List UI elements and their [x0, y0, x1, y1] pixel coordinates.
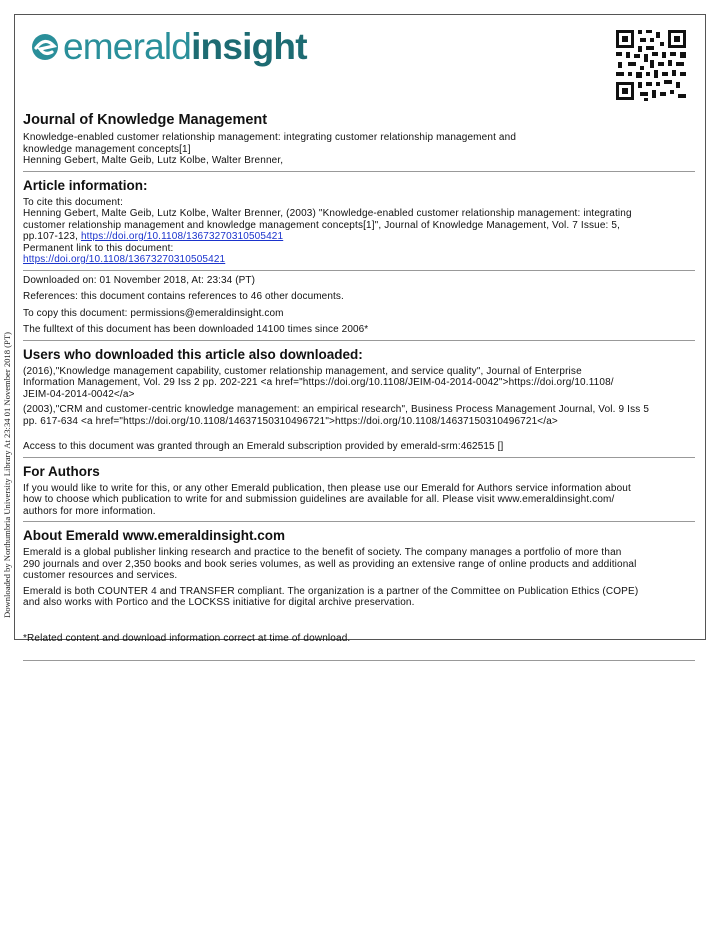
for-authors-heading: For Authors: [23, 463, 100, 479]
article-title-line-2: knowledge management concepts[1]: [23, 143, 191, 155]
emerald-e-logo-icon: [30, 32, 60, 62]
related-content-footnote: *Related content and download information correct at time of download.: [23, 632, 351, 644]
emerald-logo: [30, 28, 307, 65]
references-count: References: this document contains references to 46 other documents.: [23, 291, 344, 302]
about-p2-line-1: Emerald is both COUNTER 4 and TRANSFER compliant. The organization is a partner of the Committee on Publication Ethics (COPE): [23, 585, 639, 597]
divider: [23, 457, 695, 458]
for-authors-line-2: how to choose which publication to write for and submission guidelines are available for all. Please visit www.emeraldinsight.com/: [23, 494, 615, 505]
about-p1-line-2: 290 journals and over 2,350 books and book series volumes, as well as providing an extensive range of online products and additional: [23, 558, 637, 570]
article-info-heading: Article information:: [23, 177, 148, 193]
divider: [23, 521, 695, 522]
cite-line-3: [23, 231, 698, 243]
cite-line-2: customer relationship management and knowledge management concepts[1]", Journal of Knowledge Management, Vol. 7 Issue: 5,: [23, 219, 621, 231]
permanent-link-label: Permanent link to this document:: [23, 242, 174, 254]
fulltext-downloads: The fulltext of this document has been downloaded 14100 times since 2006*: [23, 324, 369, 335]
divider: [23, 340, 695, 341]
journal-title: Journal of Knowledge Management: [23, 112, 268, 128]
permanent-doi-link[interactable]: https://doi.org/10.1108/13673270310505421: [23, 254, 226, 265]
copy-permissions: To copy this document: permissions@emeraldinsight.com: [23, 307, 284, 319]
for-authors-line-3: authors for more information.: [23, 505, 156, 517]
cite-doi-link[interactable]: https://doi.org/10.1108/13673270310505421: [80, 231, 284, 242]
for-authors-line-1: If you would like to write for this, or any other Emerald publication, then please use our Emerald for Authors service information about: [23, 482, 631, 494]
related-item-2-line-2: pp. 617-634 <a href="https://doi.org/10.1108/14637150310496721">https://doi.org/10.1108/14637150310496721</a>: [23, 415, 558, 427]
cover-content: [23, 112, 698, 661]
download-watermark: [0, 322, 14, 618]
access-granted: Access to this document was granted through an Emerald subscription provided by emerald-srm:462515 []: [23, 441, 504, 452]
about-p1-line-1: Emerald is a global publisher linking research and practice to the benefit of society. The company manages a portfolio of more than: [23, 547, 622, 558]
logo-word-insight: insight: [191, 26, 307, 67]
about-p1-line-3: customer resources and services.: [23, 570, 178, 581]
qr-code-icon: [614, 28, 688, 102]
related-item-1-line-3: JEIM-04-2014-0042</a>: [23, 388, 135, 400]
divider: [23, 171, 695, 172]
related-item-2-line-1: (2003),"CRM and customer-centric knowledge management: an empirical research", Business Process Management Journal, Vol. 9 Iss 5: [23, 404, 650, 415]
download-watermark-text: Downloaded by Northumbria University Library At 23:34 01 November 2018 (PT): [2, 332, 12, 618]
cite-label: To cite this document:: [23, 196, 124, 208]
cite-pages: pp.107-123,: [23, 231, 81, 242]
article-title-line-1: Knowledge-enabled customer relationship management: integrating customer relationship management and: [23, 132, 517, 143]
users-downloaded-heading: Users who downloaded this article also downloaded:: [23, 346, 363, 362]
downloaded-on: Downloaded on: 01 November 2018, At: 23:34 (PT): [23, 274, 256, 286]
authors: Henning Gebert, Malte Geib, Lutz Kolbe, Walter Brenner,: [23, 155, 284, 166]
logo-word-emerald: emerald: [63, 26, 192, 67]
divider: [23, 660, 695, 661]
related-item-1-line-2: Information Management, Vol. 29 Iss 2 pp. 202-221 <a href="https://doi.org/10.1108/JEIM-04-2014-0042">https://doi.org/10.1108/: [23, 377, 614, 388]
related-item-1-line-1: (2016),"Knowledge management capability, customer relationship management, and service quality", Journal of Enterprise: [23, 365, 582, 377]
about-emerald-heading: About Emerald www.emeraldinsight.com: [23, 528, 286, 543]
cite-line-1: Henning Gebert, Malte Geib, Lutz Kolbe, Walter Brenner, (2003) "Knowledge-enabled customer relationship management: integrating: [23, 208, 632, 219]
about-p2-line-2: and also works with Portico and the LOCKSS initiative for digital archive preservation.: [23, 597, 415, 608]
